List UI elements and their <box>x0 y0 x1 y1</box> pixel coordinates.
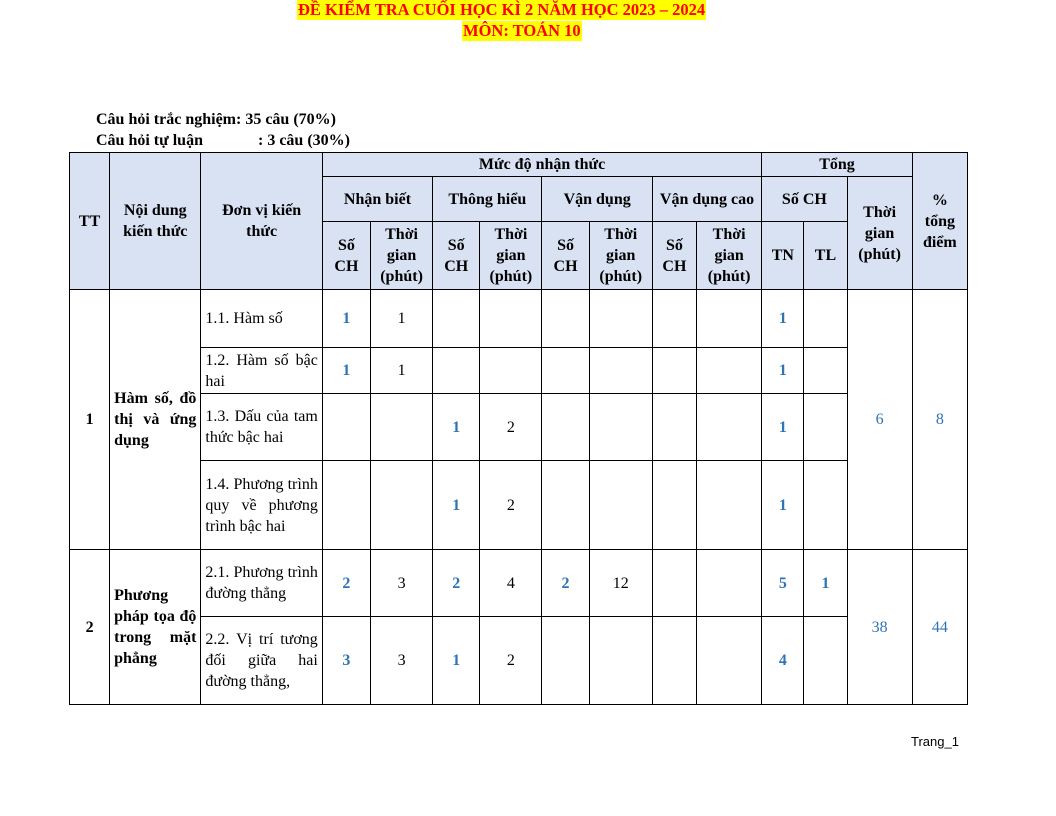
tn-count: 5 <box>762 550 804 617</box>
nb-time <box>370 394 432 461</box>
header-question-count: Số CH <box>762 177 847 222</box>
header-total-time: Thời gian (phút) <box>847 177 912 290</box>
section-time-total: 6 <box>847 290 912 550</box>
th-time: 2 <box>480 461 542 550</box>
vd-time: 12 <box>589 550 652 617</box>
vdc-count <box>652 550 696 617</box>
tn-count: 1 <box>762 290 804 348</box>
header-recognition: Nhận biết <box>322 177 432 222</box>
page-number: Trang_1 <box>911 734 959 749</box>
essay-label: Câu hỏi tự luận <box>96 132 203 149</box>
header-tl: TL <box>804 222 847 290</box>
nb-count <box>322 394 370 461</box>
unit-cell: 1.3. Dấu của tam thức bậc hai <box>201 394 322 461</box>
header-application: Vận dụng <box>542 177 652 222</box>
essay-summary <box>96 131 350 150</box>
vdc-time <box>696 461 761 550</box>
unit-cell: 1.4. Phương trình quy về phương trình bậc hai <box>201 461 322 550</box>
header-row-1 <box>70 153 968 177</box>
vd-time <box>589 617 652 705</box>
vdc-count <box>652 290 696 348</box>
th-count: 1 <box>433 461 480 550</box>
vd-time <box>589 290 652 348</box>
tl-count <box>804 348 847 394</box>
tl-count <box>804 461 847 550</box>
th-time: 2 <box>480 617 542 705</box>
vd-count <box>542 290 589 348</box>
row-number: 2 <box>70 550 110 705</box>
header-vdc-time: Thời gian (phút) <box>696 222 761 290</box>
header-vd-time: Thời gian (phút) <box>589 222 652 290</box>
tl-count <box>804 617 847 705</box>
vdc-count <box>652 461 696 550</box>
vd-count <box>542 394 589 461</box>
table-row <box>70 290 968 348</box>
vd-count <box>542 617 589 705</box>
nb-time: 3 <box>370 550 432 617</box>
vd-time <box>589 394 652 461</box>
section-time-total: 38 <box>847 550 912 705</box>
tn-count: 1 <box>762 348 804 394</box>
tl-count: 1 <box>804 550 847 617</box>
header-th-count: Số CH <box>433 222 480 290</box>
header-tn: TN <box>762 222 804 290</box>
vdc-time <box>696 348 761 394</box>
header-tt: TT <box>70 153 110 290</box>
header-unit: Đơn vị kiến thức <box>201 153 322 290</box>
header-percent: % tổng điểm <box>912 153 967 290</box>
header-th-time: Thời gian (phút) <box>480 222 542 290</box>
header-comprehension: Thông hiểu <box>433 177 542 222</box>
vdc-count <box>652 394 696 461</box>
table-row <box>70 394 968 461</box>
vdc-time <box>696 617 761 705</box>
topic-cell: Phương pháp tọa độ trong mặt phẳng <box>110 550 201 705</box>
tl-count <box>804 290 847 348</box>
mcq-value: : 35 câu (70%) <box>236 111 336 128</box>
th-count: 2 <box>433 550 480 617</box>
header-vd-count: Số CH <box>542 222 589 290</box>
unit-cell: 2.2. Vị trí tương đối giữa hai đường thẳng, <box>201 617 322 705</box>
th-time <box>480 348 542 394</box>
essay-value: : 3 câu (30%) <box>258 132 350 149</box>
nb-count: 1 <box>322 348 370 394</box>
vd-time <box>589 348 652 394</box>
unit-cell: 1.1. Hàm số <box>201 290 322 348</box>
nb-count: 2 <box>322 550 370 617</box>
tn-count: 1 <box>762 394 804 461</box>
nb-count: 1 <box>322 290 370 348</box>
subject-title: MÔN: TOÁN 10 <box>463 21 581 40</box>
nb-time: 1 <box>370 290 432 348</box>
header-vdc-count: Số CH <box>652 222 696 290</box>
header-cognitive-level: Mức độ nhận thức <box>322 153 761 177</box>
th-count <box>433 348 480 394</box>
nb-time: 1 <box>370 348 432 394</box>
header-topic: Nội dung kiến thức <box>110 153 201 290</box>
unit-cell: 1.2. Hàm số bậc hai <box>201 348 322 394</box>
table-row <box>70 550 968 617</box>
exam-matrix-table <box>69 152 968 705</box>
th-time: 4 <box>480 550 542 617</box>
vd-count <box>542 461 589 550</box>
vdc-time <box>696 550 761 617</box>
mcq-label: Câu hỏi trắc nghiệm <box>96 111 236 128</box>
table-row <box>70 348 968 394</box>
th-time <box>480 290 542 348</box>
header-high-application: Vận dụng cao <box>652 177 761 222</box>
vd-time <box>589 461 652 550</box>
document-title: ĐỀ KIỂM TRA CUỐI HỌC KÌ 2 NĂM HỌC 2023 – 2024 <box>298 0 706 19</box>
table-row <box>70 461 968 550</box>
header-nb-time: Thời gian (phút) <box>370 222 432 290</box>
vdc-count <box>652 348 696 394</box>
th-count: 1 <box>433 394 480 461</box>
row-number: 1 <box>70 290 110 550</box>
tn-count: 4 <box>762 617 804 705</box>
vdc-count <box>652 617 696 705</box>
header-total: Tổng <box>762 153 912 177</box>
vd-count: 2 <box>542 550 589 617</box>
nb-time <box>370 461 432 550</box>
header-nb-count: Số CH <box>322 222 370 290</box>
vd-count <box>542 348 589 394</box>
nb-count: 3 <box>322 617 370 705</box>
section-percent-total: 8 <box>912 290 967 550</box>
th-count <box>433 290 480 348</box>
mcq-summary <box>96 110 336 129</box>
vdc-time <box>696 394 761 461</box>
nb-time: 3 <box>370 617 432 705</box>
th-count: 1 <box>433 617 480 705</box>
section-percent-total: 44 <box>912 550 967 705</box>
tn-count: 1 <box>762 461 804 550</box>
tl-count <box>804 394 847 461</box>
table-row <box>70 617 968 705</box>
unit-cell: 2.1. Phương trình đường thẳng <box>201 550 322 617</box>
vdc-time <box>696 290 761 348</box>
topic-cell: Hàm số, đồ thị và ứng dụng <box>110 290 201 550</box>
th-time: 2 <box>480 394 542 461</box>
nb-count <box>322 461 370 550</box>
